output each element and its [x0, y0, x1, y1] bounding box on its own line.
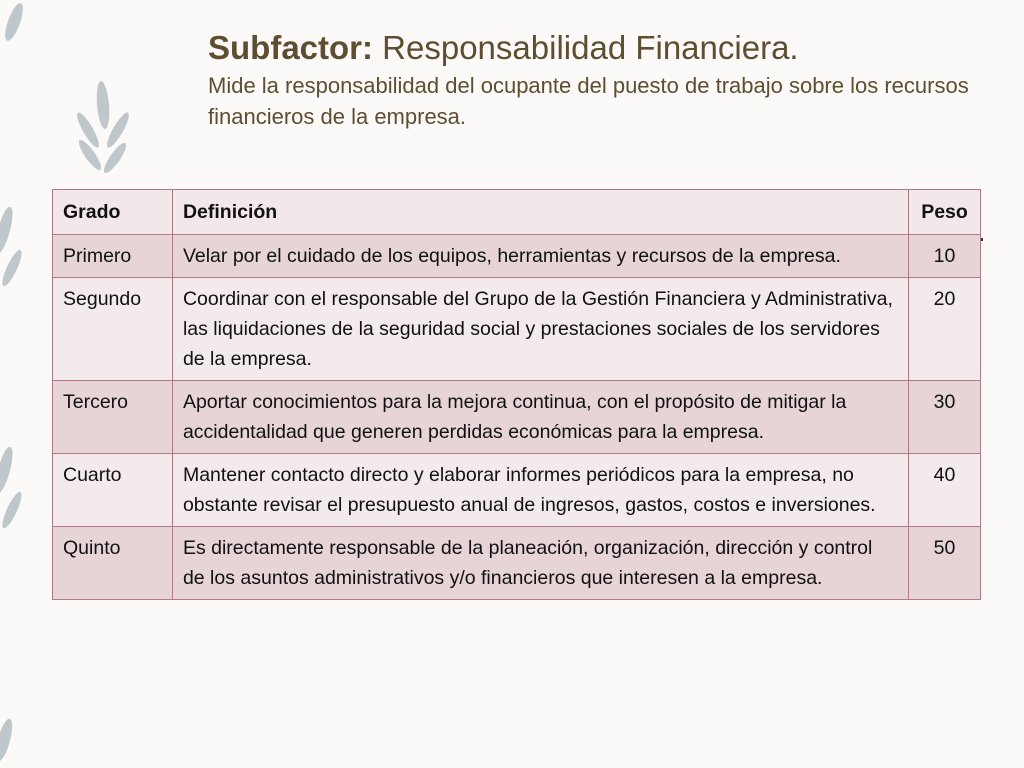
cell-definicion: Coordinar con el responsable del Grupo de la Gestión Financiera y Administrativa, las liquidaciones de la seguridad social y prestaciones sociales de los servidores de la empresa.: [172, 278, 908, 381]
cell-peso: 10: [908, 235, 980, 278]
cell-definicion: Aportar conocimientos para la mejora continua, con el propósito de mitigar la accidentalidad que generen perdidas económicas para la empresa.: [172, 381, 908, 454]
header-peso: Peso: [908, 190, 980, 235]
cell-peso: 50: [908, 527, 980, 600]
header-definicion: Definición: [172, 190, 908, 235]
table-row: [53, 278, 981, 381]
title-label: Subfactor:: [208, 29, 373, 66]
cell-definicion: Es directamente responsable de la planeación, organización, dirección y control de los asuntos administrativos y/o financieros que interesen a la empresa.: [172, 527, 908, 600]
title-text: Responsabilidad Financiera.: [373, 29, 799, 66]
cell-grado: Tercero: [53, 381, 173, 454]
table-header-row: [53, 190, 981, 235]
cell-peso: 30: [908, 381, 980, 454]
cell-definicion: Velar por el cuidado de los equipos, herramientas y recursos de la empresa.: [172, 235, 908, 278]
table-row: [53, 527, 981, 600]
grades-table: [52, 189, 981, 600]
cell-grado: Segundo: [53, 278, 173, 381]
slide-subtitle: Mide la responsabilidad del ocupante del puesto de trabajo sobre los recursos financieros de la empresa.: [208, 73, 969, 129]
table-row: [53, 381, 981, 454]
slide-title: [208, 28, 1008, 68]
cell-grado: Primero: [53, 235, 173, 278]
table-row: [53, 454, 981, 527]
cell-grado: Cuarto: [53, 454, 173, 527]
cell-grado: Quinto: [53, 527, 173, 600]
table-row: [53, 235, 981, 278]
cell-peso: 40: [908, 454, 980, 527]
cell-definicion: Mantener contacto directo y elaborar informes periódicos para la empresa, no obstante revisar el presupuesto anual de ingresos, gastos, costos e inversiones.: [172, 454, 908, 527]
header-grado: Grado: [53, 190, 173, 235]
cell-peso: 20: [908, 278, 980, 381]
title-block: [208, 28, 1008, 132]
